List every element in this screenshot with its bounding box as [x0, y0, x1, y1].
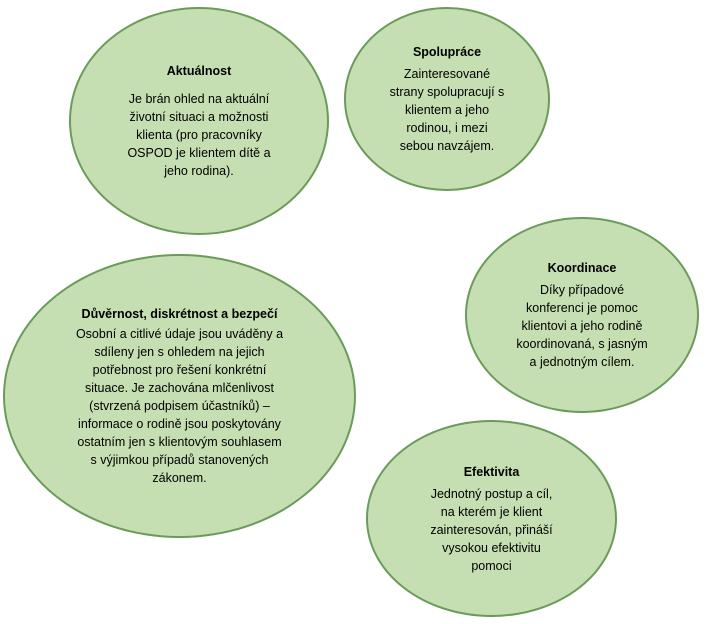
bubble-title: Spolupráce — [412, 45, 482, 59]
bubble-efektivita — [366, 420, 617, 617]
bubble-spoluprace — [344, 7, 550, 191]
bubble-title: Důvěrnost, diskrétnost a bezpečí — [81, 307, 278, 321]
bubble-text: Jednotný postup a cíl, na kterém je klient zainteresován, přináší vysokou efektivitu pomoci — [430, 486, 553, 573]
bubble-duvernost — [3, 254, 356, 538]
bubble-title: Efektivita — [463, 464, 520, 479]
bubble-title: Koordinace — [547, 261, 617, 275]
bubble-text: Je brán ohled na aktuální životní situaci a možnosti klienta (pro pracovníky OSPOD je klientem dítě a jeho rodina). — [127, 92, 271, 178]
bubble-title: Aktuálnost — [166, 64, 232, 78]
bubble-aktualnost — [69, 7, 329, 235]
bubble-text: Zainteresované strany spolupracují s klientem a jeho rodinou, i mezi sebou navzájem. — [389, 67, 505, 153]
bubble-koordinace — [465, 217, 699, 413]
bubble-text: Díky případové konferenci je pomoc klientovi a jeho rodině koordinovaná, s jasným a jednotným cílem. — [516, 283, 648, 369]
bubble-text: Osobní a citlivé údaje jsou uváděny a sdíleny jen s ohledem na jejich potřebnost pro řešení konkrétní situace. Je zachována mlčenlivost (stvrzená podpisem účastníků) – informace o rodině jsou poskytovány ostatním jen s klientovým souhlasem s výjimkou případů stanovených zákonem. — [75, 327, 284, 485]
